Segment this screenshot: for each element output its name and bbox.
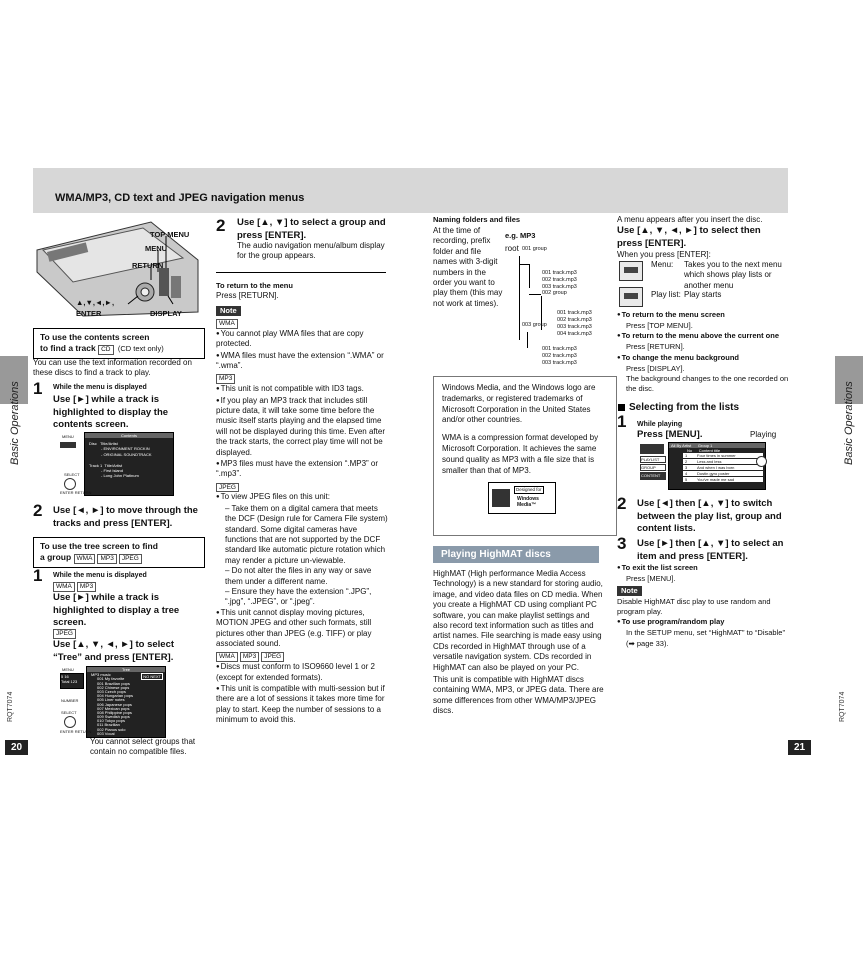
mp3-note-2: ● If you play an MP3 track that includes still picture data, it will take some time before the music itself starts playing and the elapsed time will not be displayed during this time. Even after the track starts, the correct play time will not be displayed.: [216, 396, 388, 458]
ls-row-no: 2: [685, 459, 688, 465]
naming-title: Naming folders and files: [433, 215, 521, 224]
ts-item: 002 Pianos solo: [97, 726, 126, 732]
trademark-p2: WMA is a compression format developed by Microsoft Corporation. It achieves the same sound quality as MP3 with a file size that is smaller than that of MP3.: [442, 433, 599, 475]
tree-g2: 002 group: [542, 290, 567, 296]
r-exit: Press [MENU].: [626, 574, 676, 584]
highmat-p2: This unit is compatible with HighMAT discs containing WMA, MP3, or JPEG data. There are some differences from other WMA/MP3/JPEG discs.: [433, 675, 604, 716]
contents-box-tail: (CD text only): [117, 344, 164, 354]
r-bg-2: The background changes to the one recorded on the disc.: [626, 373, 789, 393]
all-note-1: ● Discs must conform to ISO9660 level 1 or 2 (except for extended formats).: [216, 662, 388, 683]
ls-row-no: 5: [685, 477, 688, 483]
tree-screen-image: [60, 666, 166, 738]
table-row: [683, 477, 763, 482]
r-menu-desc: Takes you to the next menu which shows play lists or another menu: [684, 260, 782, 290]
ts-item: 010 Tokyo pops: [97, 718, 125, 724]
tree-box-line2: a group: [40, 552, 72, 563]
cs-l4: - Long John Platinum: [101, 473, 139, 479]
ts-item: 004 Hungarian pops: [97, 693, 134, 699]
square-bullet-icon: [618, 404, 625, 411]
r-intro: A menu appears after you insert the disc.: [617, 215, 763, 224]
contents-box-line2: to find a track: [40, 343, 96, 354]
jpeg-dash-1: – Take them on a digital camera that meets the DCF (Design rule for Camera File system) standard. Some digital cameras have functions that are not supported by the DCF standard like automatic picture rotation which may render a picture un-viewable.: [225, 503, 388, 565]
ts-items: [87, 672, 165, 736]
table-row: [683, 471, 763, 476]
cs-disc: Disc Title/Artist: [89, 441, 118, 447]
ls-row-title: Four times in summer: [697, 453, 736, 459]
ls-row-no: 1: [685, 453, 688, 459]
tree-tag-jpeg: JPEG: [119, 554, 142, 564]
r-step3-num: 3: [617, 534, 627, 553]
ts-enter-return: ENTER RETURN: [60, 729, 92, 734]
r-ret-top: Press [TOP MENU].: [626, 321, 693, 331]
r-ret-cur: Press [RETURN].: [626, 342, 685, 352]
tree-g3-files: 001 track.mp3 002 track.mp3 003 track.mp3: [542, 346, 577, 366]
ts-item: 011 Brazilian: [97, 722, 120, 728]
r-step2-text: Use [◄] then [▲, ▼] to switch between the play list, group and content lists.: [637, 498, 782, 535]
ts-item: 005 Liner notes: [97, 697, 125, 703]
r-step1-sub: While playing: [637, 421, 683, 428]
playlist-icon: [619, 287, 643, 307]
mp3-note-1: ● This unit is not compatible with ID3 tags.: [216, 384, 388, 394]
ls-tab-content: CONTENT: [640, 472, 666, 479]
step-text-t1b: Use [▲, ▼, ◄, ►] to select “Tree” and press [ENTER].: [53, 639, 175, 663]
ts-item: 007 Mexican pops: [97, 705, 130, 711]
doc-code-right: RQT7074: [839, 691, 846, 722]
contents-box-line1: To use the contents screen: [40, 332, 150, 342]
r-bg-title: ● To change the menu background: [617, 353, 789, 363]
logo-designed-for: Designed for: [514, 486, 544, 494]
ts-number: NUMBER: [61, 698, 79, 703]
ls-row-title: Dustin gyro poster: [697, 471, 730, 477]
jpeg-intro: ● To view JPEG files on this unit:: [216, 492, 388, 502]
contents-screen-box: [33, 328, 205, 359]
ls-tab-playlist: PLAYLIST: [640, 456, 666, 463]
folder-tree-diagram: [505, 244, 605, 366]
section-label-right: Basic Operations: [843, 381, 855, 465]
label-return: RETURN: [132, 261, 164, 270]
t1-tags: WMA MP3: [53, 581, 98, 592]
step-sub-m2: The audio navigation menu/album display for the group appears.: [237, 241, 385, 261]
r-prog-title: ● To use program/random play: [617, 617, 789, 627]
cs-joystick-icon: [64, 478, 76, 490]
label-menu: MENU: [145, 244, 168, 253]
label-display: DISPLAY: [150, 309, 182, 318]
naming-text: At the time of recording, prefix folder and file names with 3-digit numbers in the order you want to play them (this may not work at times).: [433, 226, 503, 308]
r-exit-section: [617, 563, 789, 584]
step-text-m2: Use [▲, ▼] to select a group and press [ENTER].: [237, 217, 386, 241]
r-play-desc: Play starts: [684, 290, 722, 299]
cs-track: Track 1 Title/Artist: [89, 462, 123, 468]
ts-total: Total 123: [61, 679, 78, 685]
list-screen-image: [640, 442, 766, 488]
ts-item: 002 Chinese pops: [97, 684, 130, 690]
ls-tab-group: GROUP: [640, 464, 666, 471]
r-note: Disable HighMAT disc play to use random and program play.: [617, 597, 771, 617]
r-playing: Playing: [750, 430, 777, 439]
table-row: [683, 459, 763, 464]
tree-box-line1: To use the tree screen to find: [40, 541, 158, 551]
table-row: [683, 453, 763, 458]
ts-title: Tree: [87, 667, 165, 672]
menu-icon: [619, 261, 643, 281]
cs-enter-return: ENTER RETURN: [60, 490, 92, 495]
wma-note-2: ● WMA files must have the extension “.WMA” or “.wma”.: [216, 351, 388, 372]
tree-g1: 001 group: [522, 246, 547, 252]
ls-row-title: You've made me sad: [697, 477, 735, 483]
jpeg-note: ● This unit cannot display moving pictures, MOTION JPEG and other such formats, still pictures other than JPEG (e.g. TIFF) or play associated sound.: [216, 608, 388, 650]
tree-g2-files: 001 track.mp3 002 track.mp3 003 track.mp3 004 track.mp3: [557, 310, 592, 337]
r-note-section: [617, 597, 789, 649]
ts-item: 001 Brazilian pops: [97, 680, 130, 686]
step-num-t1: 1: [33, 566, 43, 585]
ls-row-title: And when I was born: [697, 465, 735, 471]
trademark-box: [433, 376, 617, 536]
divider-col2: [216, 272, 386, 273]
ts-joystick-icon: [64, 716, 76, 728]
windows-media-logo: [488, 482, 556, 514]
note-label-col2: Note: [216, 306, 241, 316]
all-note-2: ● This unit is compatible with multi-session but if there are a lot of sessions it takes more time for play to start. Keep the number of sessions to a minimum to avoid this.: [216, 684, 388, 726]
page-title: WMA/MP3, CD text and JPEG navigation menus: [55, 192, 305, 204]
step-sub-t1: While the menu is displayed: [53, 572, 147, 579]
naming-eg: e.g. MP3: [505, 231, 536, 240]
ls-head: All By Artist Group 1: [669, 443, 765, 448]
r-exit-title: ● To exit the list screen: [617, 563, 789, 573]
t1-jpeg-tag: JPEG: [53, 628, 78, 639]
tree-tag-wma: WMA: [74, 554, 96, 564]
notes-jpeg-tag: JPEG: [216, 483, 239, 493]
r-menu-lbl: Menu:: [651, 260, 674, 269]
cs-l3: - First Island: [101, 467, 124, 473]
playing-indicator-icon: [756, 456, 767, 467]
ts-select: SELECT: [61, 710, 77, 715]
cs-l1: - ENVIRONMENT ROCKIN: [101, 446, 150, 452]
ts-counter: [60, 673, 84, 689]
ts-btn: NO NEXT: [143, 674, 161, 679]
doc-code-left: RQT7074: [7, 691, 14, 722]
table-row: [683, 465, 763, 470]
notes-wma-tag: WMA: [216, 319, 238, 329]
trademark-p1: Windows Media, and the Windows logo are trademarks, or registered trademarks of Microsoft Corporation in the United States and/or other countries.: [442, 383, 596, 425]
step-num-c1: 1: [33, 379, 43, 398]
cd-tag: CD: [98, 345, 113, 355]
ls-menu-block: [640, 444, 664, 454]
r-play-lbl: Play list:: [651, 290, 681, 299]
r-select: Use [▲, ▼, ◄, ►] to select then press [ENTER].: [617, 225, 761, 249]
ts-menu: MENU: [62, 667, 74, 672]
ls-row-title: Less and less: [697, 459, 722, 465]
return-menu-title: To return to the menu: [216, 281, 293, 290]
step-num-c2: 2: [33, 501, 43, 520]
step-sub-c1: While the menu is displayed: [53, 384, 147, 391]
step-text-c2: Use [◄, ►] to move through the tracks and press [ENTER].: [53, 505, 198, 529]
jpeg-dash-2: – Do not alter the files in any way or save them under a different name.: [225, 566, 372, 586]
cs-menu-block: [60, 442, 76, 448]
r-bg-1: Press [DISPLAY].: [626, 363, 685, 373]
ls-screen: [668, 442, 766, 490]
r-ret-top-title: ● To return to the menu screen: [617, 310, 789, 320]
tree-root: root: [505, 244, 519, 253]
ts-item: 003 Vocal: [97, 730, 115, 736]
page-number-right: 21: [788, 740, 811, 755]
highmat-p1: HighMAT (High performance Media Access Technology) is a new standard for storing audio, image, and video data files on CD media. When you create a HighMAT CD using compliant PC software, you can make playlist settings and also record text information such as titles and artist names. File searching is made easy using CDs recorded in HighMAT through use of a versatile navigation system. CDs recorded in HighMAT can also be played on your PC.: [433, 569, 603, 672]
wma-note-1: ● You cannot play WMA files that are copy protected.: [216, 329, 388, 350]
page-number-left: 20: [5, 740, 28, 755]
cs-title: Contents: [85, 433, 173, 438]
highmat-title: Playing HighMAT discs: [433, 546, 599, 563]
r-ret-cur-title: ● To return to the menu above the current one: [617, 331, 789, 341]
ls-row-no: 4: [685, 471, 688, 477]
ts-item: 003 Czech pops: [97, 688, 126, 694]
r-step2-num: 2: [617, 494, 627, 513]
note-label-right: Note: [617, 586, 642, 596]
notes-mp3-tag: MP3: [216, 374, 235, 384]
cs-screen: [84, 432, 174, 496]
ls-rows: [669, 453, 765, 482]
ts-item: 008 Philippine pops: [97, 709, 132, 715]
r-prog: In the SETUP menu, set “HighMAT” to “Disable” (➡ page 33).: [626, 628, 785, 648]
notes-col2: [216, 318, 388, 726]
r-step3-text: Use [►] then [▲, ▼] to select an item and press [ENTER].: [637, 538, 784, 562]
jpeg-dash-3: – Ensure they have the extension “.JPG”, “.jpg”, “.JPEG”, or “.jpeg”.: [225, 586, 372, 607]
label-top-menu: TOP MENU: [150, 230, 190, 239]
r-step1-text: Press [MENU].: [637, 429, 703, 440]
section-label-left: Basic Operations: [9, 381, 21, 465]
logo-windows: Windows: [517, 496, 539, 502]
r-lists-title: Selecting from the lists: [629, 402, 740, 413]
tree-screen-box: [33, 537, 205, 568]
r-return-section: [617, 310, 789, 394]
ls-row-no: 3: [685, 465, 688, 471]
cs-select: SELECT: [64, 472, 80, 477]
cs-menu: MENU: [62, 434, 74, 439]
mp3-note-3: ● MP3 files must have the extension “.MP3” or “.mp3”.: [216, 459, 388, 480]
tree-g3: 003 group: [522, 322, 547, 328]
r-step1-num: 1: [617, 412, 627, 431]
step-text-c1: Use [►] while a track is highlighted to display the contents screen.: [53, 394, 169, 431]
cs-l2: - ORIGINAL SOUNDTRACK: [101, 451, 152, 457]
tree-caption: You cannot select groups that contain no compatible files.: [90, 737, 196, 757]
tree-tag-mp3: MP3: [97, 554, 116, 564]
ts-item: 001 My favorite: [97, 676, 125, 682]
step-num-m2: 2: [216, 216, 226, 235]
logo-media: Media™: [517, 502, 537, 508]
ts-item: MP3 music: [91, 672, 111, 678]
label-enter: ENTER: [76, 309, 102, 318]
notes-all-tags: WMA MP3 JPEG: [216, 651, 388, 662]
ts-screen: [86, 666, 166, 738]
ls-colhead: No Content title: [687, 448, 721, 454]
r-when: When you press [ENTER]:: [617, 250, 711, 259]
label-arrows: ▲,▼,◄,►,: [76, 298, 115, 307]
contents-screen-image: [60, 432, 172, 496]
ts-item: 009 Swedish pops: [97, 714, 130, 720]
contents-intro: You can use the text information recorded on these discs to find a track to play.: [33, 358, 192, 378]
step-text-t1: Use [►] while a track is highlighted to display a tree screen.: [53, 592, 180, 629]
tree-g1-files: 001 track.mp3 002 track.mp3 003 track.mp3: [542, 270, 577, 290]
ls-tabs: [640, 456, 666, 480]
return-menu-text: Press [RETURN].: [216, 291, 279, 300]
ts-nums: 5 16: [61, 674, 69, 679]
windows-flag-icon: [492, 489, 510, 507]
ts-item: 006 Japanese pops: [97, 701, 132, 707]
